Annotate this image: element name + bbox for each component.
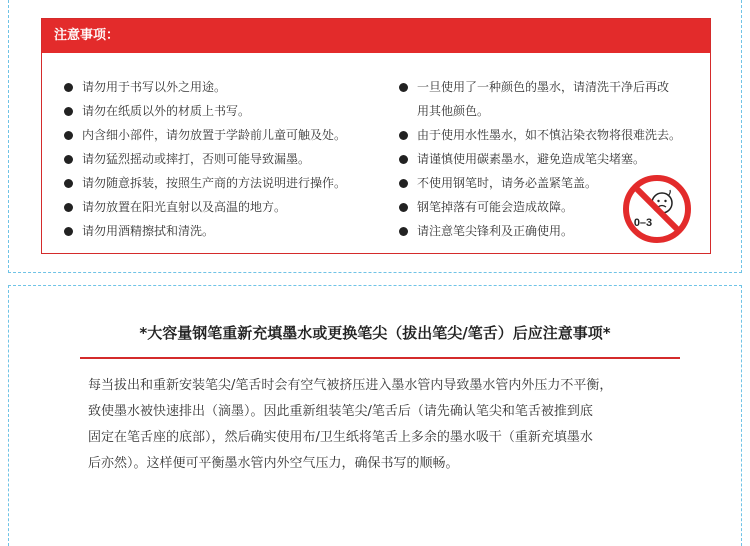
notice-left-list [64, 75, 384, 243]
list-item: 一旦使用了一种颜色的墨水，请清洗干净后再改 [399, 75, 699, 99]
list-item: 请勿随意拆装，按照生产商的方法说明进行操作。 [64, 171, 384, 195]
list-item: 由于使用水性墨水，如不慎沾染衣物将很难洗去。 [399, 123, 699, 147]
list-item: 请注意笔尖锋利及正确使用。 [399, 219, 699, 243]
title-divider [80, 357, 680, 359]
list-item: 请勿猛烈摇动或摔打，否则可能导致漏墨。 [64, 147, 384, 171]
list-item: 请勿用于书写以外之用途。 [64, 75, 384, 99]
paragraph-line: 每当拔出和重新安装笔尖/笔舌时会有空气被挤压进入墨水管内导致墨水管内外压力不平衡， [88, 378, 613, 393]
list-item-continuation: 用其他颜色。 [417, 104, 490, 118]
paragraph-line: 固定在笔舌座的底部），然后确实使用布/卫生纸将笔舌上多余的墨水吸干（重新充填墨水 [88, 430, 593, 445]
instructions-paragraph [88, 373, 678, 477]
paragraph-line: 后亦然）。这样便可平衡墨水管内外空气压力，确保书写的顺畅。 [88, 456, 459, 471]
list-item: 请勿用酒精擦拭和清洗。 [64, 219, 384, 243]
list-item: 不使用钢笔时，请务必盖紧笔盖。 [399, 171, 699, 195]
list-item: 请勿放置在阳光直射以及高温的地方。 [64, 195, 384, 219]
notice-box [41, 18, 711, 254]
list-item: 内含细小部件，请勿放置于学龄前儿童可触及处。 [64, 123, 384, 147]
list-item: 请谨慎使用碳素墨水，避免造成笔尖堵塞。 [399, 147, 699, 171]
not-for-children-icon [622, 174, 692, 244]
section-title: *大容量钢笔重新充填墨水或更换笔尖（拔出笔尖/笔舌）后应注意事项* [139, 324, 611, 342]
list-item: 钢笔掉落有可能会造成故障。 [399, 195, 699, 219]
paragraph-line: 致使墨水被快速排出（滴墨）。因此重新组装笔尖/笔舌后（请先确认笔尖和笔舌被推到底 [88, 404, 593, 419]
age-label: 0–3 [633, 217, 653, 229]
notice-title: 注意事项： [42, 19, 710, 53]
list-item: 请勿在纸质以外的材质上书写。 [64, 99, 384, 123]
